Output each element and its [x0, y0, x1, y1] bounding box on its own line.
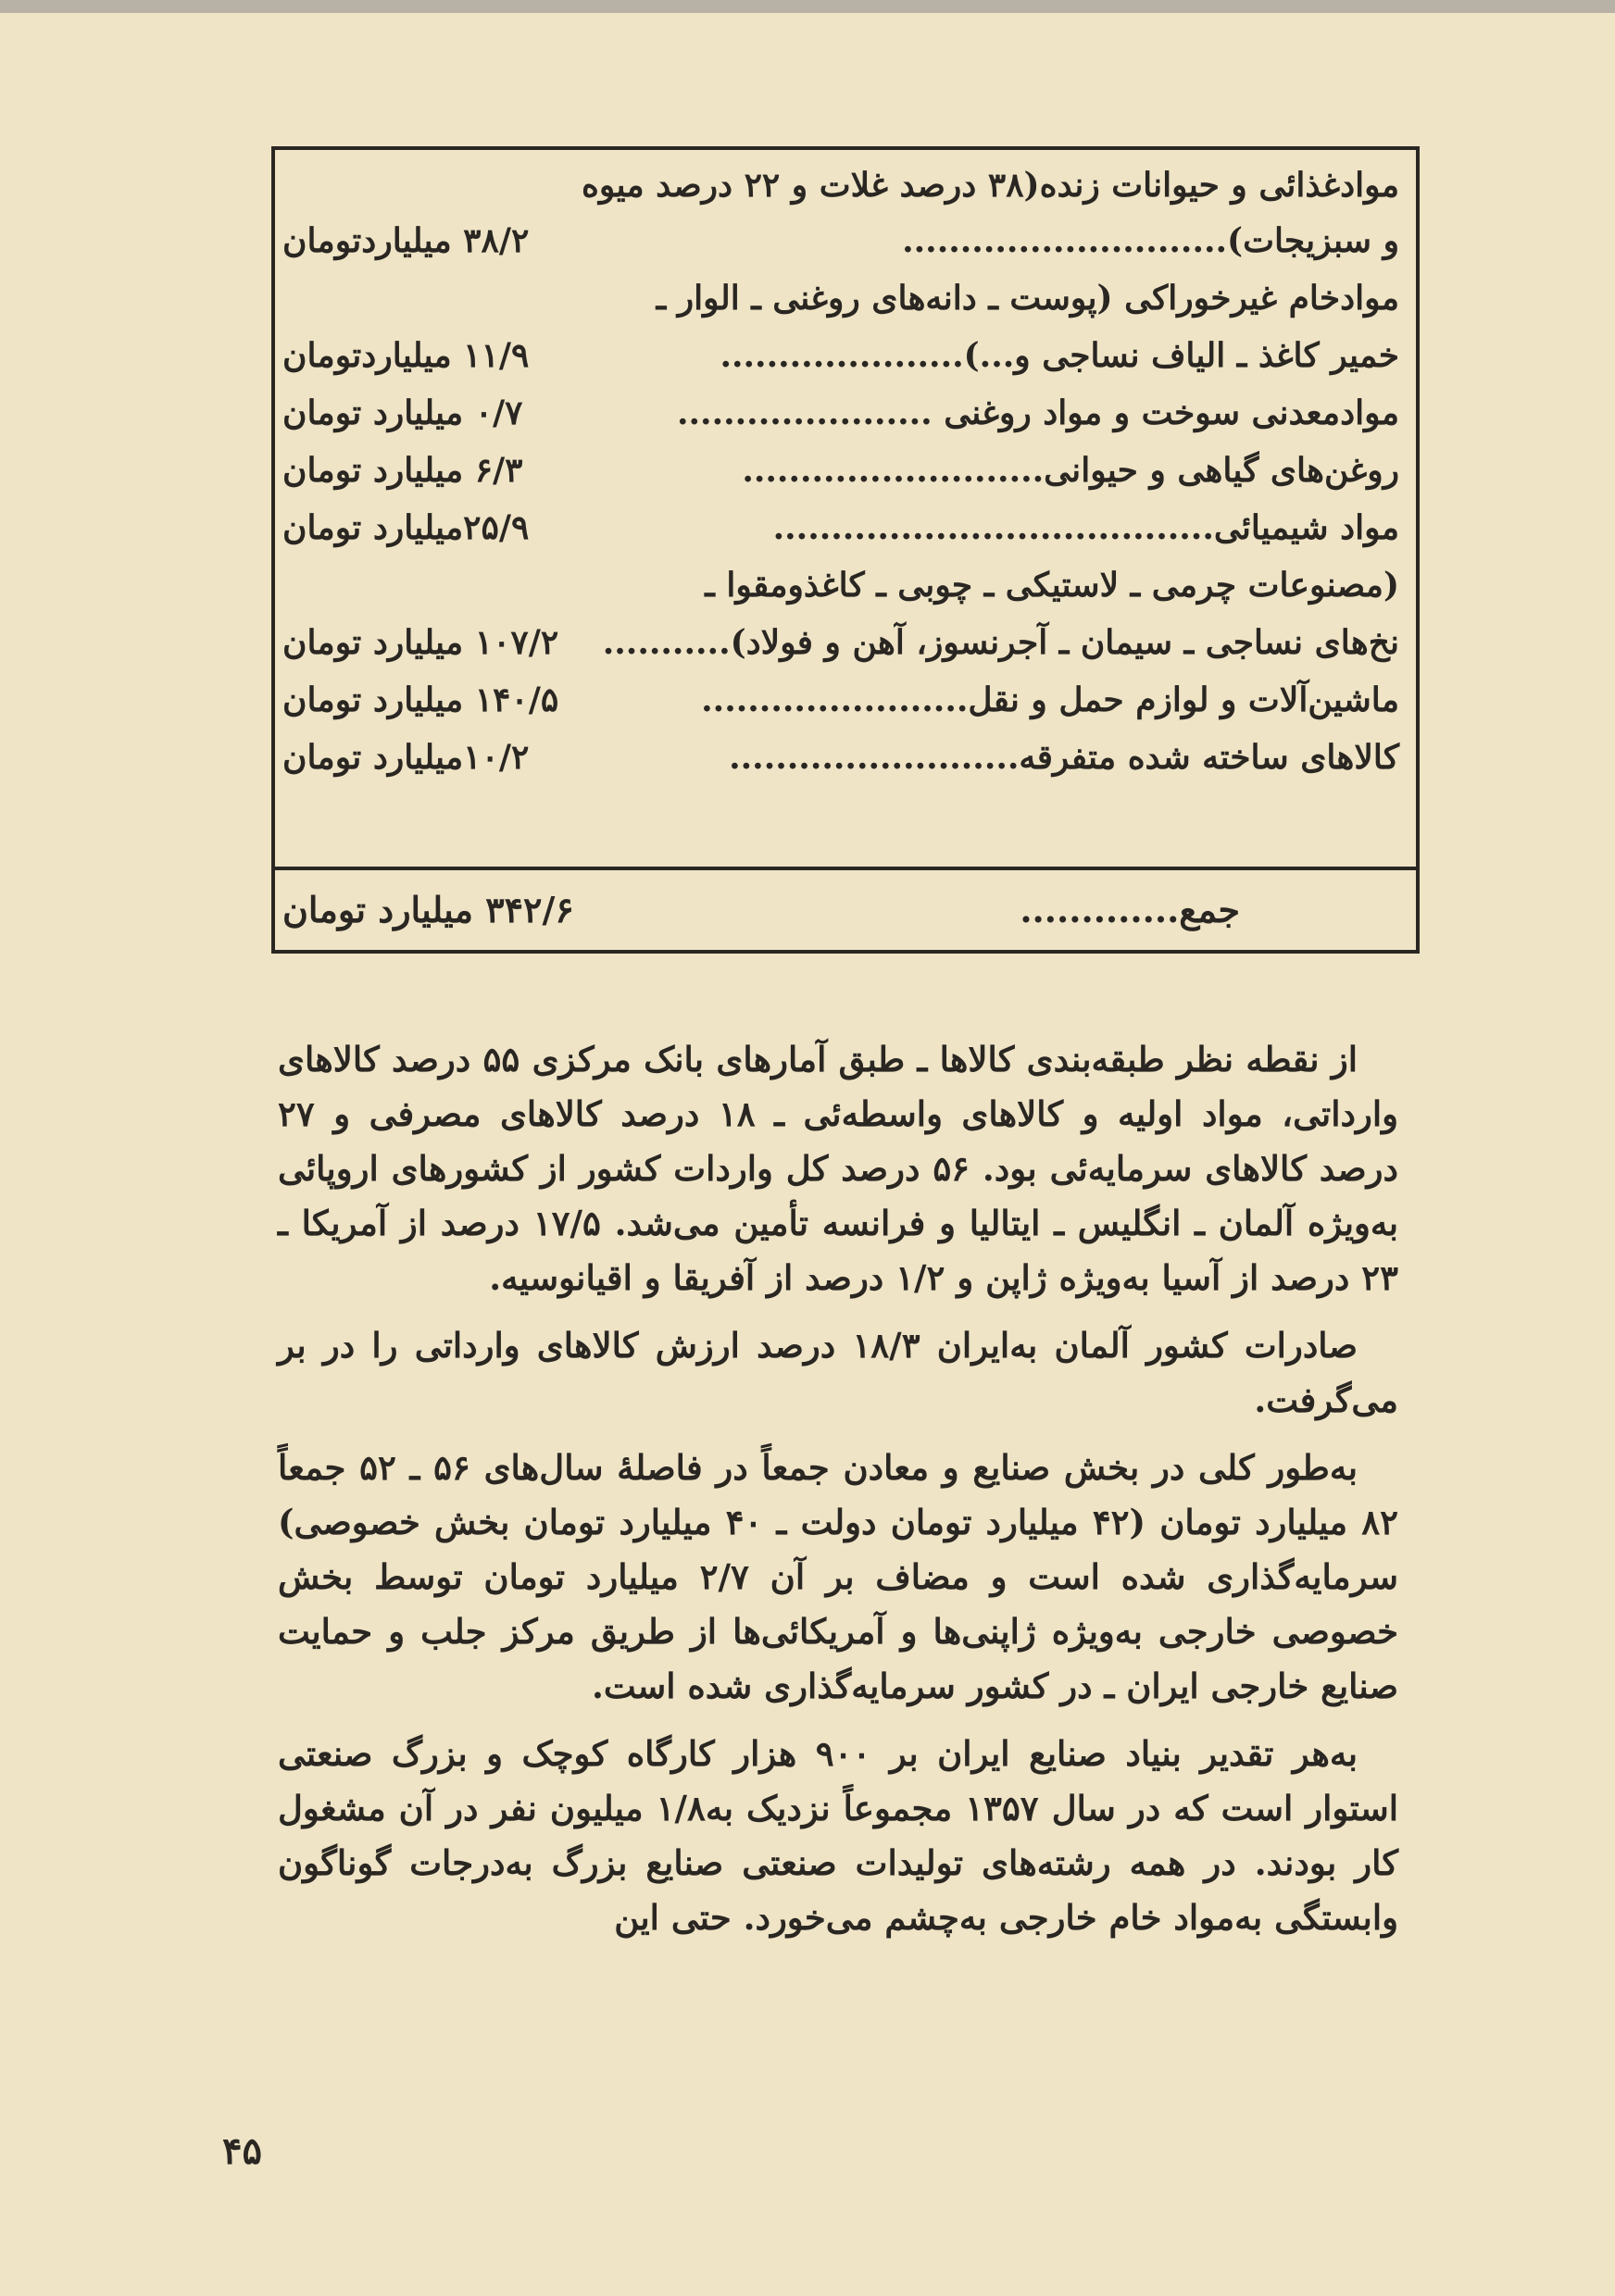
table-row — [275, 557, 1416, 613]
row-description: موادغذائی و حیوانات زنده(۳۸ درصد غلات و ۲۲ درصد میوه — [582, 166, 1399, 205]
imports-table-rows — [275, 150, 1416, 870]
row-description: کالاهای ساخته شده متفرقه......................... — [729, 738, 1399, 777]
body-text — [278, 1032, 1398, 1958]
row-amount: ۰/۷ میلیارد تومان — [282, 393, 523, 432]
table-row — [275, 615, 1416, 670]
row-amount: ۱۱/۹ میلیاردتومان — [282, 336, 530, 375]
row-amount: ۶/۳ میلیارد تومان — [282, 451, 523, 490]
paragraph-industry-foundation: به‌هر تقدیر بنیاد صنایع ایران بر ۹۰۰ هزار کارگاه کوچک و بزرگ صنعتی استوار است که در سال ۱۳۵۷ مجموعاً نزدیک به‌۱/۸ میلیون نفر در آن مشغول کار بودند. در همه رشته‌های تولیدات صنعتی صنایع بزرگ به‌درجات گوناگون وابستگی به‌مواد خام خارجی به‌چشم می‌خورد. حتی این — [278, 1733, 1398, 1938]
table-row — [275, 500, 1416, 555]
table-row — [275, 328, 1416, 383]
row-amount: ۱۴۰/۵ میلیارد تومان — [282, 680, 559, 719]
row-description: نخ‌های نساجی ـ سیمان ـ آجرنسوز، آهن و فولاد)........... — [602, 623, 1399, 662]
row-description: روغن‌های گیاهی و حیوانی.......................... — [742, 451, 1399, 490]
row-description: موادخام غیرخوراکی (پوست ـ دانه‌های روغنی ـ الوار ـ — [656, 279, 1399, 318]
row-description: موادمعدنی سوخت و مواد روغنی ...................... — [676, 393, 1399, 432]
table-row — [275, 213, 1416, 268]
row-description: و سبزیجات)............................ — [902, 221, 1399, 260]
table-row — [275, 270, 1416, 326]
page-number: ۴۵ — [222, 2129, 262, 2173]
row-description: مواد شیمیائی...................................... — [772, 508, 1399, 547]
table-row — [275, 730, 1416, 785]
total-label: جمع............. — [1020, 889, 1240, 930]
page-top-edge — [0, 0, 1615, 13]
table-total-row — [275, 870, 1416, 950]
row-description: (مصنوعات چرمی ـ لاستیکی ـ چوبی ـ کاغذومقوا ـ — [705, 566, 1399, 605]
row-amount: ۳۸/۲ میلیاردتومان — [282, 221, 530, 260]
total-amount: ۳۴۲/۶ میلیارد تومان — [282, 889, 574, 930]
imports-table — [271, 146, 1420, 954]
table-row — [275, 443, 1416, 498]
table-row — [275, 157, 1416, 213]
table-row — [275, 672, 1416, 728]
row-description: ماشین‌آلات و لوازم حمل و نقل....................... — [701, 680, 1399, 719]
row-amount: ۱۰۷/۲ میلیارد تومان — [282, 623, 559, 662]
paragraph-industry-investment: به‌طور کلی در بخش صنایع و معادن جمعاً در فاصلهٔ سال‌های ۵۶ ـ ۵۲ جمعاً ۸۲ میلیارد تومان (۴۲ میلیارد تومان دولت ـ ۴۰ میلیارد تومان بخش خصوصی) سرمایه‌گذاری شده است و مضاف بر آن ۲/۷ میلیارد تومان توسط بخش خصوصی خارجی به‌ویژه ژاپنی‌ها و آمریکائی‌ها از طریق مرکز جلب و حمایت صنایع خارجی ایران ـ در کشور سرمایه‌گذاری شده است. — [278, 1447, 1399, 1706]
table-row — [275, 385, 1416, 441]
row-amount: ۱۰/۲میلیارد تومان — [282, 738, 530, 777]
paragraph-imports-classification: از نقطه نظر طبقه‌بندی کالاها ـ طبق آمارهای بانک مرکزی ۵۵ درصد کالاهای وارداتی، مواد اولیه و کالاهای واسطه‌ئی ـ ۱۸ درصد کالاهای مصرفی و ۲۷ درصد کالاهای سرمایه‌ئی بود. ۵۶ درصد کل واردات کشور از کشورهای اروپائی به‌ویژه آلمان ـ انگلیس ـ ایتالیا و فرانسه تأمین می‌شد. ۱۷/۵ درصد از آمریکا ـ ۲۳ درصد از آسیا به‌ویژه ژاپن و ۱/۲ درصد از آفریقا و اقیانوسیه. — [278, 1039, 1398, 1298]
paragraph-germany-exports: صادرات کشور آلمان به‌ایران ۱۸/۳ درصد ارزش کالاهای وارداتی را در بر می‌گرفت. — [278, 1325, 1398, 1420]
row-amount: ۲۵/۹میلیارد تومان — [282, 508, 530, 547]
row-description: خمیر کاغذ ـ الیاف نساجی و...)..................... — [720, 336, 1399, 375]
